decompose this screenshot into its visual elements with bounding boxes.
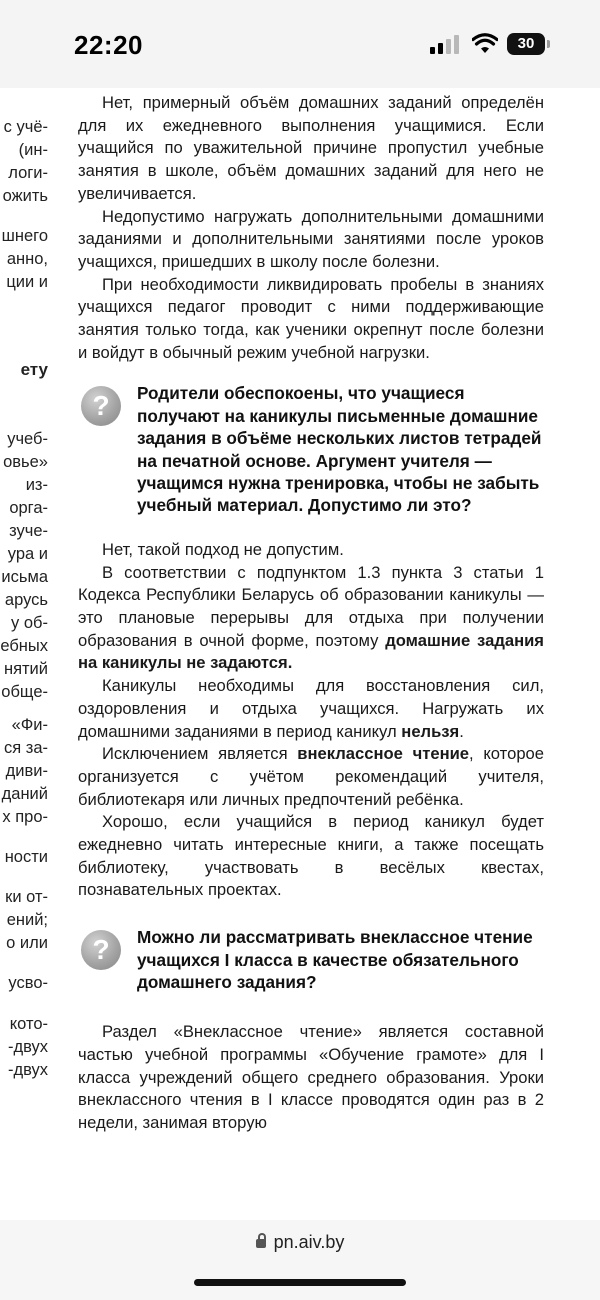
paragraph: Нет, такой подход не допустим. — [102, 539, 344, 559]
left-fragment: о или — [6, 934, 48, 952]
left-fragment: логи- — [8, 164, 48, 182]
left-fragment: орга- — [9, 499, 48, 517]
text-span: Каникулы необходимы для восстановления сил, оздоровления и отдыха учащихся. Нагружать их домашними заданиями в период каникул — [78, 676, 544, 741]
question-block — [78, 382, 544, 516]
bold-text: внеклассное чтение — [297, 744, 470, 764]
left-fragment: кото- — [9, 1015, 48, 1033]
battery-tip — [547, 40, 550, 48]
left-fragment: ся за- — [3, 739, 48, 757]
status-bar — [0, 0, 600, 88]
left-fragment: с учё- — [3, 118, 48, 136]
left-column-cropped — [0, 110, 50, 1220]
bold-text: нельзя — [401, 721, 460, 741]
left-fragment: -двух — [7, 1038, 48, 1056]
lock-icon — [256, 1239, 266, 1248]
paragraph: Раздел «Внеклассное чтение» является составной частью учебной программы «Обучение грамоте» для I класса учреждений общего среднего образования. Уроки внеклассного чтения в I классе проводятся один раз в 2 недели, занимая вторую — [78, 1022, 544, 1133]
left-fragment-heading: ету — [20, 360, 48, 379]
left-fragment: (ин- — [18, 141, 48, 159]
left-fragment: исьма — [1, 568, 48, 586]
url-display[interactable] — [0, 1232, 600, 1253]
left-fragment: обще- — [1, 683, 48, 701]
question-mark-icon: ? — [81, 386, 121, 426]
question-mark-icon: ? — [81, 930, 121, 970]
left-fragment: диви- — [5, 762, 48, 780]
left-fragment: ности — [4, 848, 48, 866]
left-fragment: ебных — [0, 637, 48, 655]
paragraph: При необходимости ликвидировать пробелы в знаниях учащихся педагог проводит с ними поддерживающие занятия только тогда, как ученики окрепнут после болезни и войдут в обычный режим учебной нагрузки. — [78, 274, 544, 362]
left-fragment: у об- — [11, 614, 48, 632]
paragraph: Нет, примерный объём домашних заданий определён для их ежедневного выполнения учащимися. Если учащийся по уважительной причине пропустил учебные занятия в школе, объём домашних заданий для него не увеличивается. — [78, 93, 544, 203]
paragraph: Недопустимо нагружать дополнительными домашними заданиями и дополнительными занятиями после уроков учащихся, пришедших в школу после болезни. — [78, 206, 544, 271]
left-fragment: даний — [1, 785, 48, 803]
left-fragment: ки от- — [5, 888, 48, 906]
clock: 22:20 — [74, 30, 143, 60]
left-fragment: зуче- — [9, 522, 48, 540]
left-fragment: ции и — [6, 273, 48, 291]
paragraph — [78, 743, 544, 811]
left-fragment: нятий — [3, 660, 48, 678]
question-text: Родители обеспокоены, что учащиеся получают на каникулы письменные домашние задания в объёме нескольких листов тетрадей на печатной основе. Аргумент учителя — учащимся нужна тренировка, чтобы не забыть учебный материал. Допустимо ли это? — [137, 383, 542, 516]
left-fragment: «Фи- — [11, 716, 48, 734]
text-span: . — [459, 721, 464, 741]
left-fragment: усво- — [8, 974, 48, 992]
home-indicator[interactable] — [194, 1279, 406, 1286]
browser-address-bar[interactable] — [0, 1220, 600, 1300]
wifi-icon — [472, 33, 498, 55]
battery-icon: 30 — [507, 33, 545, 55]
text-span: , которое организуется с учётом рекомендаций учителя, библиотекаря или личных предпочтений ребёнка. — [78, 744, 544, 809]
left-fragment: шнего — [1, 227, 48, 245]
left-fragment: овье» — [3, 453, 48, 471]
left-fragment: ений; — [6, 911, 48, 929]
left-fragment: учеб- — [7, 430, 48, 448]
left-fragment: ура и — [7, 545, 48, 563]
bold-text: домашние задания на каникулы не задаются. — [78, 630, 544, 673]
left-fragment: арусь — [4, 591, 48, 609]
question-block — [78, 926, 544, 993]
text-span: Исключением является — [102, 744, 298, 764]
paragraph — [78, 562, 544, 676]
left-fragment: из- — [25, 476, 48, 494]
left-fragment: анно, — [6, 250, 48, 268]
question-text: Можно ли рассматривать внеклассное чтение учащихся I класса в качестве обязательного домашнего задания? — [137, 927, 533, 992]
url-text: pn.aiv.by — [273, 1232, 345, 1252]
cellular-signal-icon — [430, 34, 464, 54]
left-fragment: х про- — [2, 808, 48, 826]
paragraph: Хорошо, если учащийся в период каникул будет ежедневно читать интересные книги, а также посещать библиотеку, участвовать в весёлых квестах, познавательных проектах. — [78, 812, 544, 900]
text-span: В соответствии с подпунктом 1.3 пункта 3 статьи 1 Кодекса Республики Беларусь об образовании каникулы — это плановые перерывы для отдыха при получении образования в очной форме, поэтому — [78, 562, 544, 650]
left-fragment: -двух — [7, 1061, 48, 1079]
paragraph — [78, 675, 544, 743]
article-column — [78, 92, 544, 1227]
left-fragment: ожить — [2, 187, 48, 205]
